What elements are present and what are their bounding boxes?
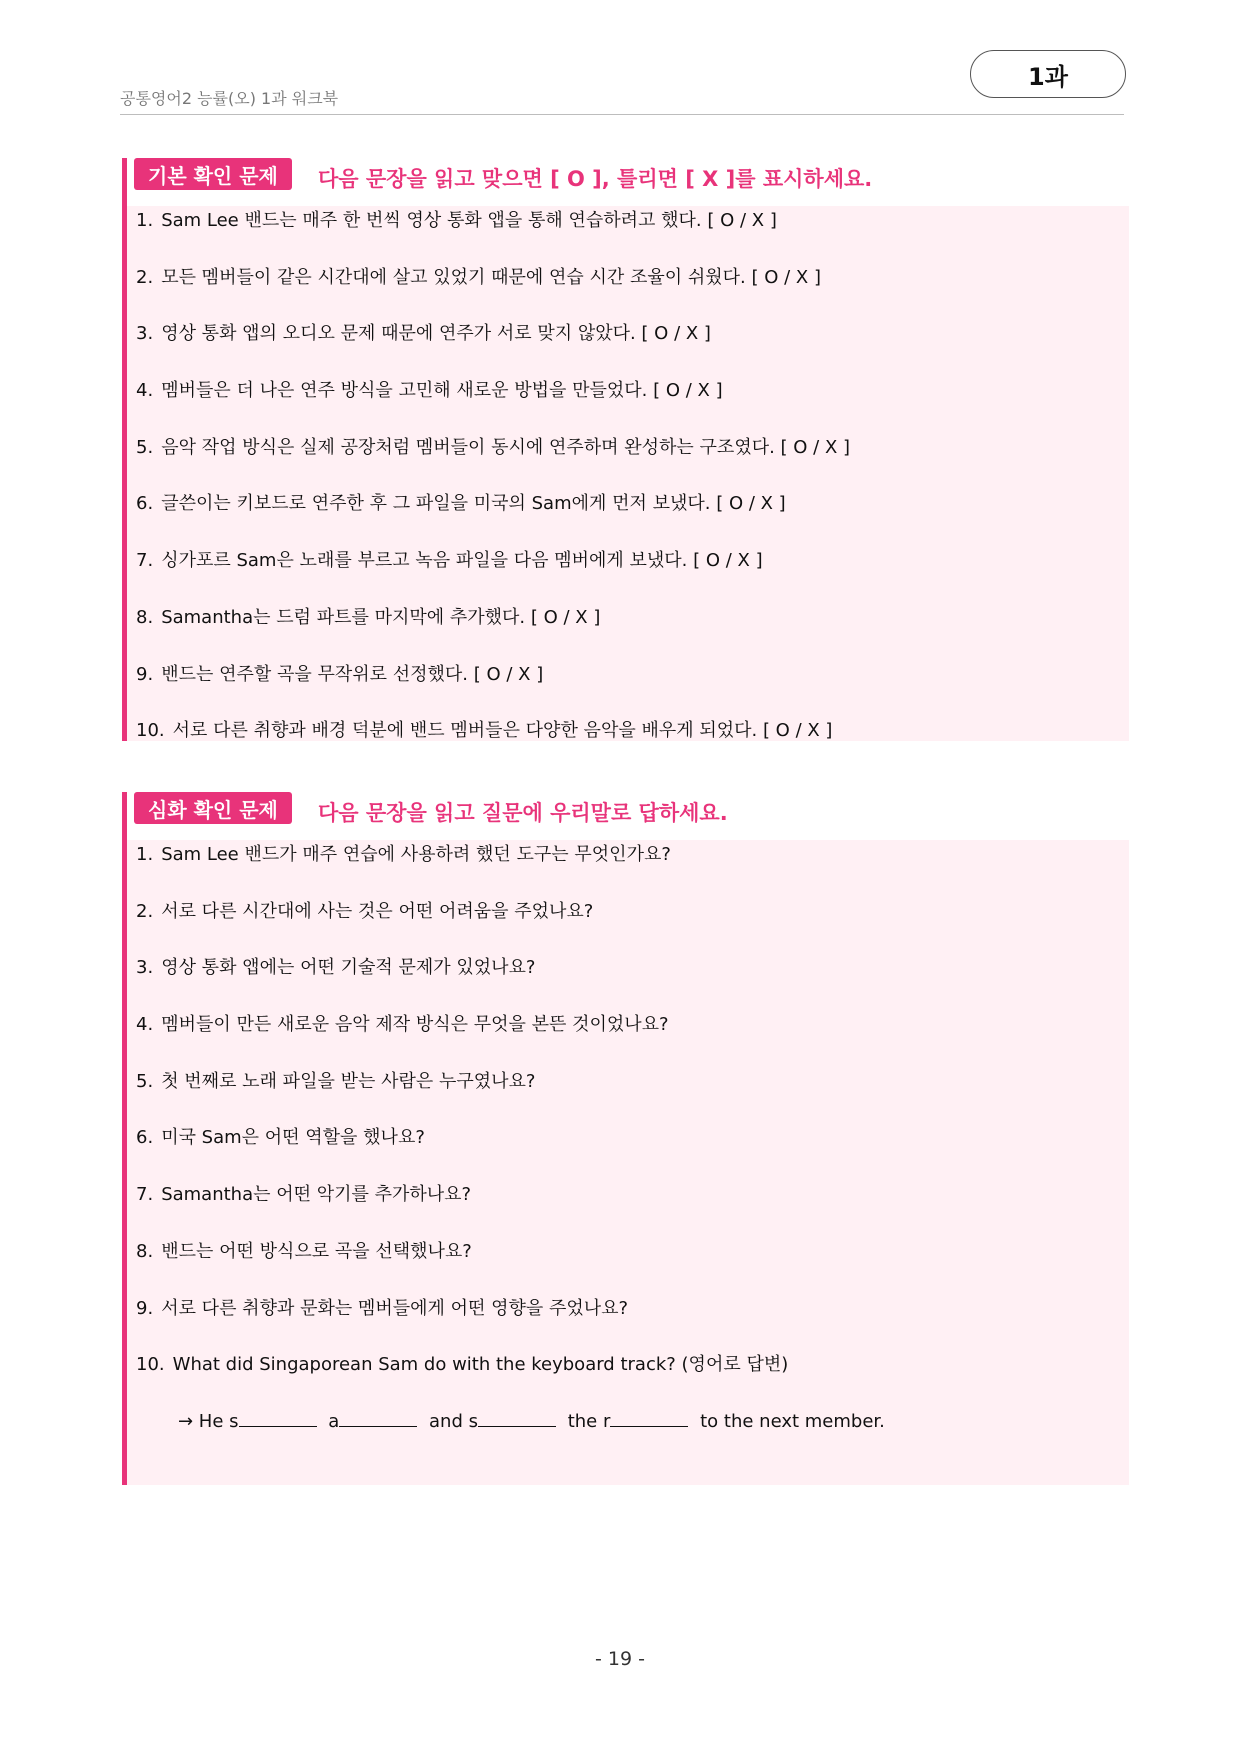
- answer-blank: [610, 1410, 688, 1427]
- question-number: 10.: [136, 720, 165, 742]
- question-text: 첫 번째로 노래 파일을 받는 사람은 누구였나요?: [161, 1070, 536, 1092]
- question-text: 글쓴이는 키보드로 연주한 후 그 파일을 미국의 Sam에게 먼저 보냈다. [ O / X ]: [161, 493, 786, 515]
- question-item: [136, 899, 1109, 956]
- section-instruction: 다음 문장을 읽고 질문에 우리말로 답하세요.: [318, 801, 728, 825]
- question-item: [136, 1352, 1109, 1409]
- question-item: [136, 265, 1109, 322]
- question-number: 5.: [136, 436, 154, 458]
- question-item: [136, 1125, 1109, 1182]
- question-item: [136, 1182, 1109, 1239]
- question-item: [136, 718, 1109, 775]
- question-list: [136, 842, 1109, 1409]
- question-number: 9.: [136, 663, 154, 685]
- question-item: [136, 605, 1109, 662]
- question-number: 6.: [136, 1127, 154, 1149]
- answer-blank: [478, 1410, 556, 1427]
- question-number: 3.: [136, 323, 154, 345]
- question-item: [136, 1239, 1109, 1296]
- question-item: [136, 321, 1109, 378]
- answer-tail: to the next member.: [700, 1411, 885, 1432]
- question-text: Samantha는 어떤 악기를 추가하나요?: [161, 1184, 472, 1206]
- question-text: 영상 통화 앱의 오디오 문제 때문에 연주가 서로 맞지 않았다. [ O / X ]: [161, 323, 711, 345]
- question-text: 영상 통화 앱에는 어떤 기술적 문제가 있었나요?: [161, 957, 536, 979]
- question-item: [136, 1012, 1109, 1069]
- question-item: [136, 1296, 1109, 1353]
- section-accent-bar: [122, 792, 127, 1485]
- question-number: 6.: [136, 493, 154, 515]
- question-text: 멤버들은 더 나은 연주 방식을 고민해 새로운 방법을 만들었다. [ O / X ]: [161, 380, 723, 402]
- question-text: 미국 Sam은 어떤 역할을 했나요?: [161, 1127, 425, 1149]
- question-number: 1.: [136, 844, 154, 865]
- page-header: [120, 48, 1124, 118]
- question-text: Sam Lee 밴드가 매주 연습에 사용하려 했던 도구는 무엇인가요?: [161, 844, 671, 865]
- question-number: 7.: [136, 550, 154, 572]
- workbook-title: 공통영어2 능률(오) 1과 워크북: [120, 89, 339, 108]
- question-number: 9.: [136, 1297, 154, 1319]
- question-number: 5.: [136, 1070, 154, 1092]
- question-item: [136, 491, 1109, 548]
- question-item: [136, 208, 1109, 265]
- question-number: 4.: [136, 380, 154, 402]
- answer-word: a: [328, 1411, 340, 1432]
- question-item: [136, 1069, 1109, 1126]
- question-number: 2.: [136, 266, 154, 288]
- question-number: 2.: [136, 900, 154, 922]
- question-text: Samantha는 드럼 파트를 마지막에 추가했다. [ O / X ]: [161, 606, 601, 628]
- question-text: 음악 작업 방식은 실제 공장처럼 멤버들이 동시에 연주하며 완성하는 구조였다. [ O / X ]: [161, 436, 851, 458]
- question-item: [136, 548, 1109, 605]
- section-accent-bar: [122, 158, 127, 741]
- question-text: What did Singaporean Sam do with the keyboard track? (영어로 답변): [172, 1354, 789, 1376]
- basic-check-section: [122, 158, 1129, 741]
- question-text: 모든 멤버들이 같은 시간대에 살고 있었기 때문에 연습 시간 조율이 쉬웠다. [ O / X ]: [161, 266, 821, 288]
- section-badge: 기본 확인 문제: [134, 158, 292, 190]
- question-item: [136, 378, 1109, 435]
- answer-word: the r: [567, 1411, 611, 1432]
- section-badge: 심화 확인 문제: [134, 792, 292, 824]
- answer-word: and s: [429, 1411, 478, 1432]
- answer-fill-in-line: [178, 1409, 885, 1435]
- lesson-tab: 1과: [970, 50, 1126, 98]
- question-text: 서로 다른 시간대에 사는 것은 어떤 어려움을 주었나요?: [161, 900, 594, 922]
- question-text: 밴드는 연주할 곡을 무작위로 선정했다. [ O / X ]: [161, 663, 544, 685]
- question-number: 4.: [136, 1014, 154, 1036]
- question-text: 멤버들이 만든 새로운 음악 제작 방식은 무엇을 본뜬 것이었나요?: [161, 1014, 669, 1036]
- question-number: 10.: [136, 1354, 165, 1376]
- question-item: [136, 435, 1109, 492]
- question-number: 8.: [136, 606, 154, 628]
- question-item: [136, 662, 1109, 719]
- answer-start: → He s: [178, 1411, 239, 1432]
- question-item: [136, 955, 1109, 1012]
- question-text: 싱가포르 Sam은 노래를 부르고 녹음 파일을 다음 멤버에게 보냈다. [ O / X ]: [161, 550, 763, 572]
- question-item: [136, 842, 1109, 899]
- answer-blank: [239, 1410, 317, 1427]
- page-number: - 19 -: [595, 1648, 645, 1670]
- question-number: 8.: [136, 1240, 154, 1262]
- question-text: 서로 다른 취향과 문화는 멤버들에게 어떤 영향을 주었나요?: [161, 1297, 629, 1319]
- section-instruction: 다음 문장을 읽고 맞으면 [ O ], 틀리면 [ X ]를 표시하세요.: [318, 167, 873, 191]
- advanced-check-section: [122, 792, 1129, 1485]
- question-list: [136, 208, 1109, 775]
- question-text: 밴드는 어떤 방식으로 곡을 선택했나요?: [161, 1240, 472, 1262]
- header-divider: [120, 114, 1124, 115]
- question-number: 3.: [136, 957, 154, 979]
- question-text: 서로 다른 취향과 배경 덕분에 밴드 멤버들은 다양한 음악을 배우게 되었다. [ O / X ]: [172, 720, 833, 742]
- answer-blank: [339, 1410, 417, 1427]
- question-text: Sam Lee 밴드는 매주 한 번씩 영상 통화 앱을 통해 연습하려고 했다. [ O / X ]: [161, 210, 777, 231]
- question-number: 1.: [136, 210, 154, 231]
- question-number: 7.: [136, 1184, 154, 1206]
